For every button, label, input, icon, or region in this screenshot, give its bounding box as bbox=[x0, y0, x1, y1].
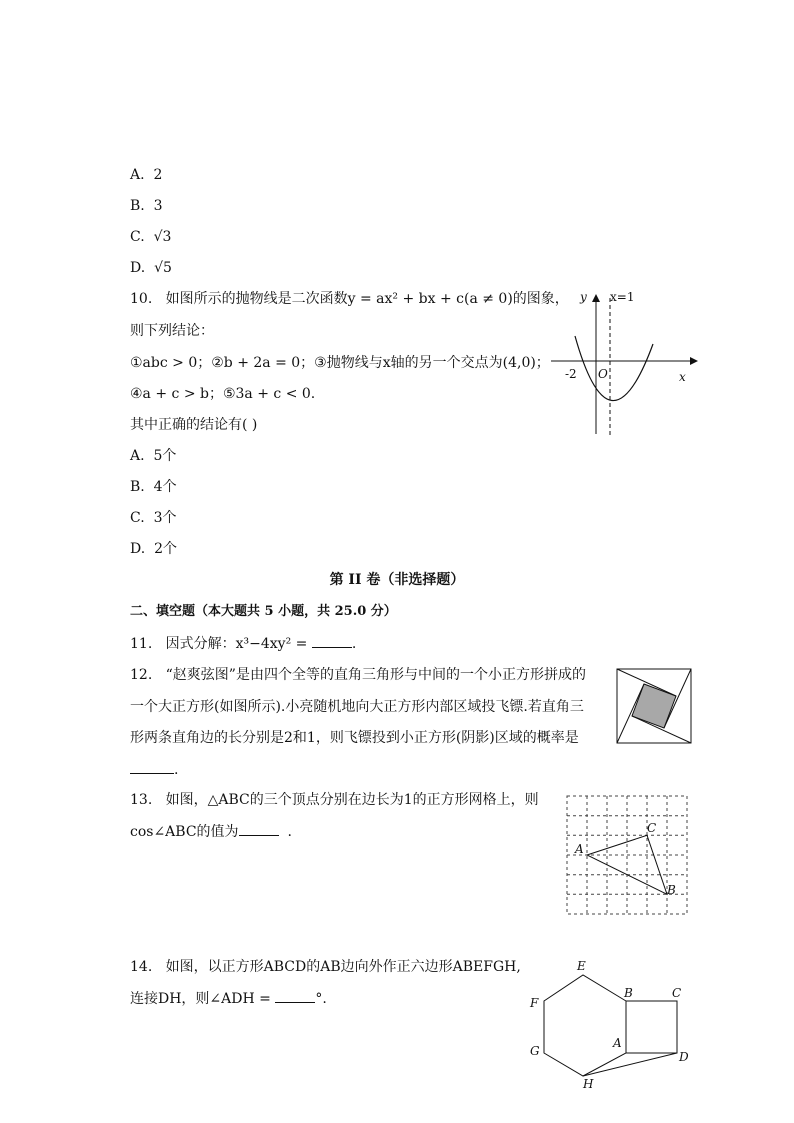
option-letter: C. bbox=[130, 229, 145, 245]
section-subtitle: 二、填空题（本大题共 5 小题，共 25.0 分） bbox=[130, 604, 397, 619]
option-text: 3个 bbox=[153, 510, 177, 526]
parabola-figure bbox=[548, 286, 708, 436]
q10-option-d bbox=[130, 540, 177, 558]
segment-dh bbox=[583, 1053, 677, 1076]
option-text: √3 bbox=[153, 229, 172, 245]
q10-conclusions-1: ①abc > 0；②b + 2a = 0；③抛物线与x轴的另一个交点为(4,0)； bbox=[130, 355, 550, 371]
q10-option-a bbox=[130, 447, 176, 465]
label-b: B bbox=[667, 883, 676, 897]
option-text: 4个 bbox=[153, 479, 177, 495]
q14-line1 bbox=[130, 958, 521, 976]
answer-blank[interactable] bbox=[130, 761, 174, 774]
y-axis-arrow-icon bbox=[592, 294, 600, 302]
label-c: C bbox=[672, 986, 682, 1000]
question-text: “赵爽弦图”是由四个全等的直角三角形与中间的一个小正方形拼成的 bbox=[165, 667, 586, 683]
option-text: 3 bbox=[153, 198, 163, 214]
label-e: E bbox=[577, 959, 586, 973]
question-text: 因式分解：x³−4xy² = bbox=[165, 636, 308, 652]
option-letter: A. bbox=[130, 167, 145, 183]
grid-figure bbox=[566, 795, 696, 920]
q9-option-d bbox=[130, 259, 172, 277]
label-b: B bbox=[624, 986, 633, 1000]
square-abcd bbox=[626, 1001, 677, 1053]
option-text: 2个 bbox=[154, 541, 178, 557]
label-a: A bbox=[613, 1036, 622, 1050]
hexagon-square-figure bbox=[525, 958, 715, 1098]
label-g: G bbox=[530, 1044, 540, 1058]
question-end: . bbox=[287, 824, 292, 840]
option-letter: B. bbox=[130, 479, 145, 495]
answer-blank[interactable] bbox=[275, 990, 315, 1003]
answer-blank[interactable] bbox=[239, 823, 279, 836]
zhao-shuang-figure bbox=[616, 668, 692, 744]
question-text: 连接DH，则∠ADH = bbox=[130, 991, 271, 1007]
option-letter: A. bbox=[130, 448, 145, 464]
question-text: cos∠ABC的值为 bbox=[130, 824, 239, 840]
symmetry-label: x=1 bbox=[610, 290, 635, 304]
q13-line2 bbox=[130, 823, 292, 841]
q10-prompt: 其中正确的结论有( ) bbox=[130, 417, 258, 433]
question-number: 14. bbox=[130, 959, 153, 975]
q12-line1 bbox=[130, 666, 586, 684]
question-text: 如图，以正方形ABCD的AB边向外作正六边形ABEFGH, bbox=[165, 959, 521, 975]
q10-option-b bbox=[130, 478, 177, 496]
question-number: 12. bbox=[130, 667, 153, 683]
q10-conclusions-2: ④a + c > b；⑤3a + c < 0. bbox=[130, 386, 316, 402]
question-number: 10. bbox=[130, 291, 153, 307]
question-text: 如图，△ABC的三个顶点分别在边长为1的正方形网格上，则 bbox=[165, 792, 539, 808]
question-end: . bbox=[351, 636, 357, 652]
question-number: 11. bbox=[130, 636, 153, 652]
option-letter: D. bbox=[130, 260, 146, 276]
option-text: 5个 bbox=[153, 448, 177, 464]
q12-line2: 一个大正方形(如图所示).小亮随机地向大正方形内部区域投飞镖.若直角三 bbox=[130, 699, 584, 715]
q10-option-c bbox=[130, 509, 177, 527]
q10-stem bbox=[130, 290, 569, 308]
origin-label: O bbox=[598, 367, 608, 381]
label-f: F bbox=[530, 996, 539, 1010]
question-text: 如图所示的抛物线是二次函数y = ax² + bx + c(a ≠ 0)的图象， bbox=[165, 291, 569, 307]
q10-line2: 则下列结论： bbox=[130, 323, 214, 339]
option-letter: B. bbox=[130, 198, 145, 214]
label-h: H bbox=[583, 1077, 594, 1091]
hexagon-abefgh bbox=[544, 975, 626, 1076]
x-axis-label: x bbox=[679, 370, 686, 384]
question-end: °. bbox=[315, 991, 327, 1007]
x-axis-arrow-icon bbox=[690, 357, 698, 365]
label-c: C bbox=[647, 821, 657, 835]
answer-blank[interactable] bbox=[312, 635, 352, 648]
q12-line4 bbox=[130, 761, 178, 779]
option-text: √5 bbox=[154, 260, 172, 276]
q14-line2 bbox=[130, 990, 327, 1008]
question-number: 13. bbox=[130, 792, 153, 808]
option-letter: C. bbox=[130, 510, 145, 526]
parabola-curve bbox=[575, 336, 653, 401]
y-axis-label: y bbox=[580, 290, 587, 304]
q12-line3: 形两条直角边的长分别是2和1，则飞镖投到小正方形(阴影)区域的概率是 bbox=[130, 730, 579, 746]
label-d: D bbox=[679, 1050, 689, 1064]
neg2-label: -2 bbox=[565, 367, 577, 381]
q9-option-a bbox=[130, 166, 162, 184]
q9-option-c bbox=[130, 228, 171, 246]
question-end: . bbox=[174, 762, 179, 778]
option-letter: D. bbox=[130, 541, 146, 557]
section-title: 第 II 卷（非选择题） bbox=[329, 572, 465, 588]
q13-line1 bbox=[130, 791, 539, 809]
option-text: 2 bbox=[153, 167, 163, 183]
q11 bbox=[130, 635, 356, 653]
label-a: A bbox=[575, 842, 584, 856]
q9-option-b bbox=[130, 197, 163, 215]
